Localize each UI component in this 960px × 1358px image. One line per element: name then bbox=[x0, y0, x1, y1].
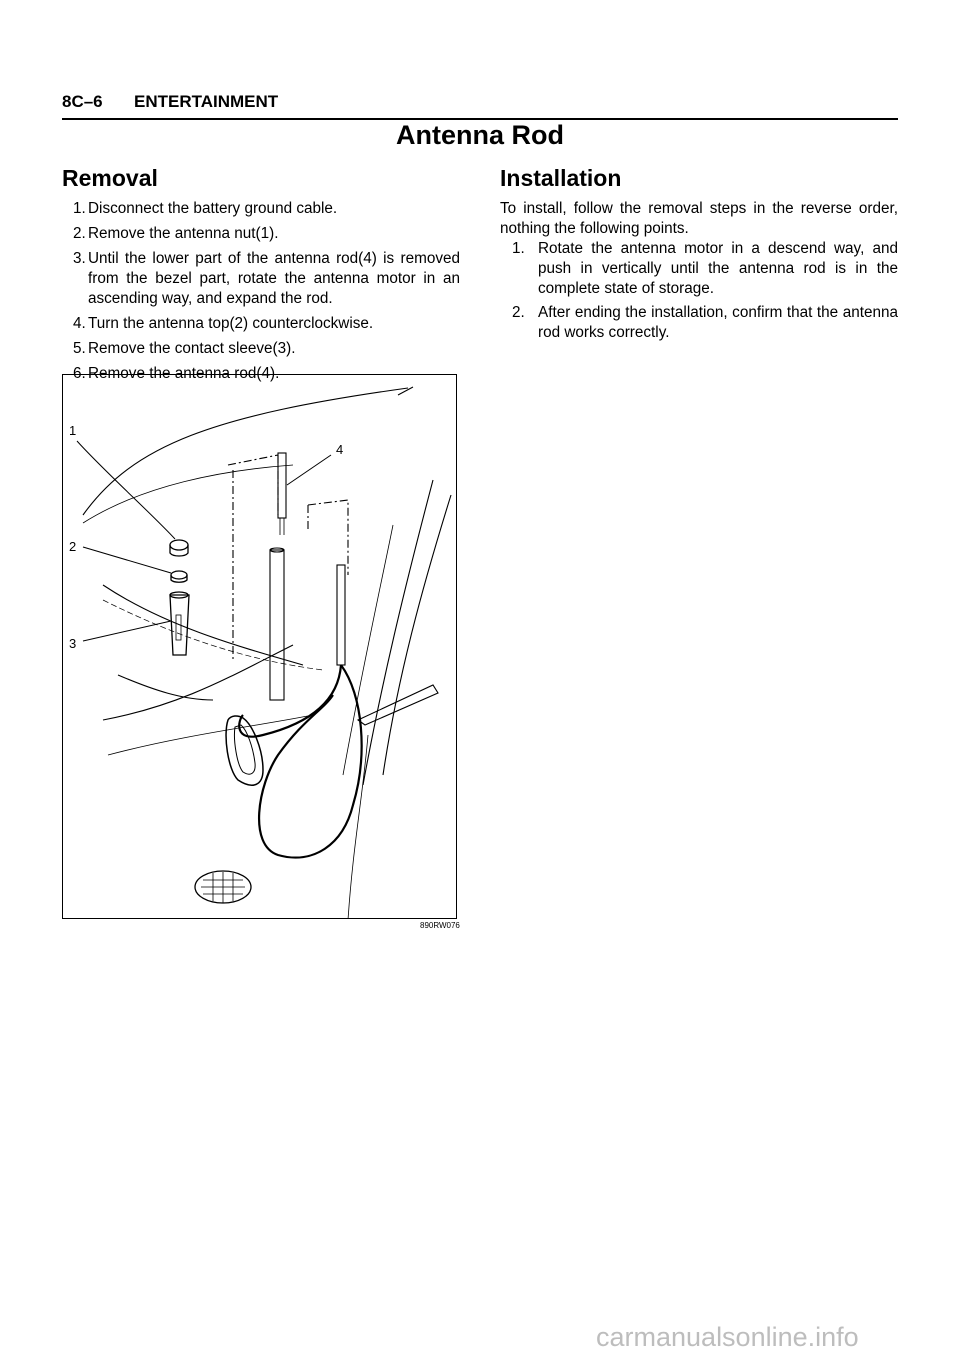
removal-step bbox=[62, 224, 460, 244]
body-line bbox=[103, 585, 303, 665]
antenna-cable-loop bbox=[259, 665, 362, 858]
step-number: 5. bbox=[73, 340, 86, 357]
antenna-top bbox=[171, 571, 187, 579]
step-text: Disconnect the battery ground cable. bbox=[88, 200, 338, 217]
vent-grille-mesh bbox=[201, 872, 245, 903]
removal-step bbox=[62, 199, 460, 219]
panel-line bbox=[348, 735, 368, 919]
removal-step bbox=[62, 314, 460, 334]
step-text: Rotate the antenna motor in a descend way, and push in vertically until the antenna rod is in the complete state of storage. bbox=[538, 240, 898, 297]
leader-line-2 bbox=[83, 547, 171, 573]
antenna-nut bbox=[170, 540, 188, 550]
step-number: 3. bbox=[73, 250, 86, 267]
antenna-drawing bbox=[63, 375, 457, 919]
installation-step bbox=[512, 239, 898, 299]
figure-code: 890RW076 bbox=[420, 921, 460, 930]
step-number: 1. bbox=[512, 240, 525, 257]
installation-intro: To install, follow the removal steps in the reverse order, nothing the following points. bbox=[500, 200, 898, 237]
removal-step bbox=[62, 249, 460, 309]
step-text: Turn the antenna top(2) counterclockwise. bbox=[88, 315, 374, 332]
panel-line bbox=[383, 495, 451, 775]
step-number: 1. bbox=[73, 200, 86, 217]
body-line bbox=[118, 675, 213, 700]
step-number: 2. bbox=[512, 304, 525, 321]
leader-line-4 bbox=[287, 455, 331, 485]
bezel-outline bbox=[308, 500, 348, 575]
body-line bbox=[103, 645, 293, 720]
contact-sleeve-slot bbox=[176, 615, 181, 640]
antenna-rod-body bbox=[270, 550, 284, 700]
step-number: 2. bbox=[73, 225, 86, 242]
page-header bbox=[62, 90, 898, 120]
fender-inner-line bbox=[83, 465, 293, 523]
antenna-rod-break bbox=[280, 518, 284, 535]
installation-steps bbox=[512, 239, 898, 343]
installation-section bbox=[500, 199, 898, 347]
removal-step bbox=[62, 339, 460, 359]
cable-grommet-inner bbox=[234, 725, 255, 774]
step-number: 6. bbox=[73, 365, 86, 382]
panel-line bbox=[363, 480, 433, 785]
callout-4: 4 bbox=[336, 442, 344, 457]
step-text: Remove the antenna rod(4). bbox=[88, 365, 280, 382]
body-line bbox=[103, 600, 323, 670]
callout-3: 3 bbox=[69, 636, 77, 651]
removal-heading: Removal bbox=[62, 165, 158, 191]
installation-heading: Installation bbox=[500, 165, 622, 191]
page-code: 8C–6 bbox=[62, 92, 103, 111]
antenna-rod-top bbox=[278, 453, 286, 518]
callout-2: 2 bbox=[69, 539, 77, 554]
cable-grommet bbox=[226, 716, 263, 785]
antenna-rod-illustration bbox=[62, 374, 457, 919]
page-title: Antenna Rod bbox=[396, 120, 564, 150]
installation-step bbox=[512, 303, 898, 343]
leader-line-1 bbox=[77, 441, 175, 539]
removal-section bbox=[62, 199, 460, 389]
removal-steps bbox=[62, 199, 460, 384]
step-text: After ending the installation, confirm that the antenna rod works correctly. bbox=[538, 304, 898, 341]
step-number: 4. bbox=[73, 315, 86, 332]
step-text: Until the lower part of the antenna rod(4) is removed from the bezel part, rotate the antenna motor in an ascending way, and expand the rod. bbox=[88, 250, 460, 307]
antenna-motor-pole bbox=[337, 565, 345, 665]
step-text: Remove the contact sleeve(3). bbox=[88, 340, 296, 357]
leader-line-3 bbox=[83, 621, 171, 641]
watermark: carmanualsonline.info bbox=[596, 1322, 859, 1352]
callout-1: 1 bbox=[69, 423, 77, 438]
section-name: ENTERTAINMENT bbox=[134, 92, 279, 111]
antenna-cable bbox=[239, 665, 341, 737]
step-text: Remove the antenna nut(1). bbox=[88, 225, 279, 242]
